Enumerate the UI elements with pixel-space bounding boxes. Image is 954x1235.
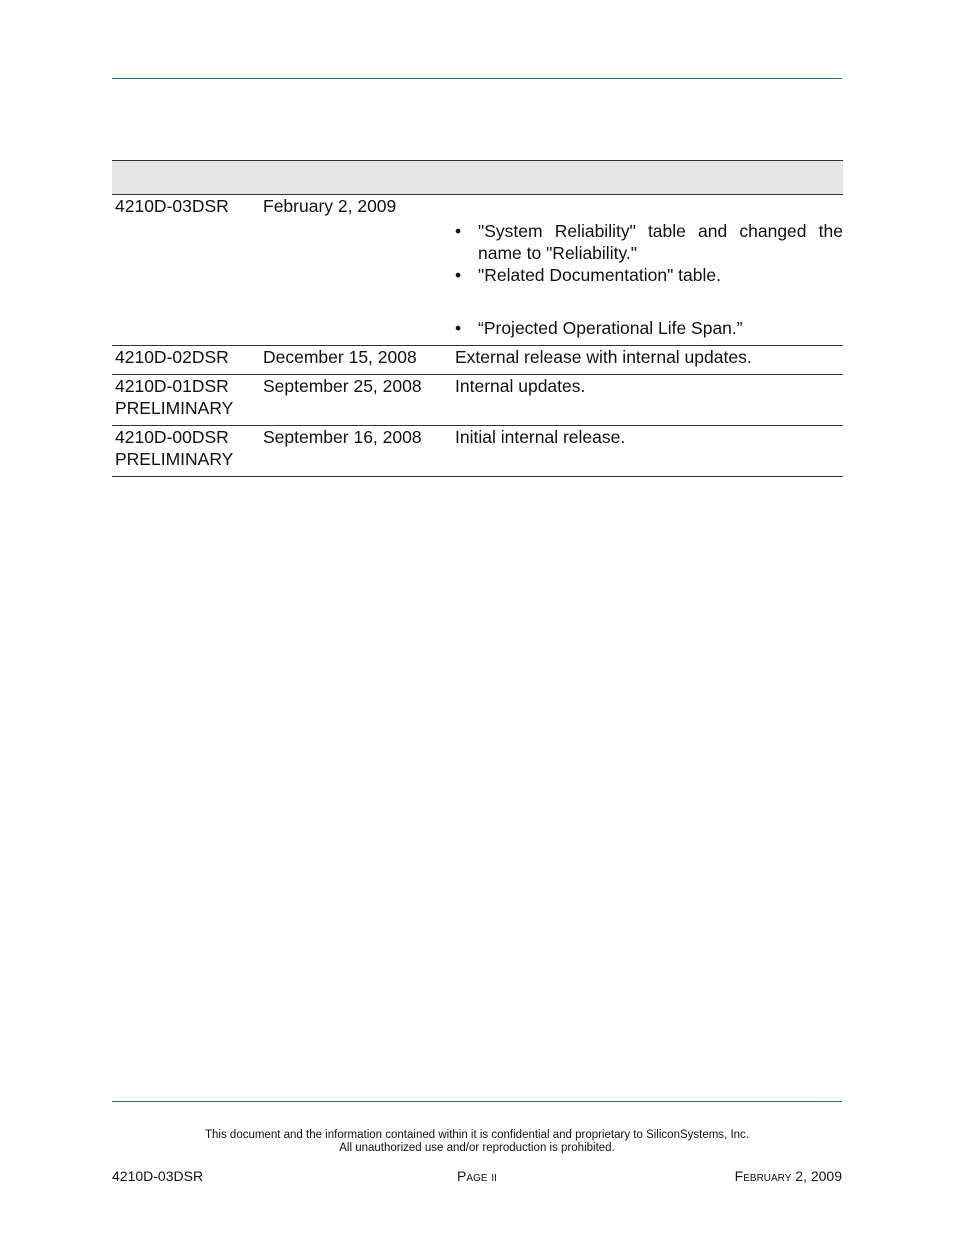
date-cell: February 2, 2009: [260, 195, 452, 346]
date-cell: September 25, 2008: [260, 375, 452, 426]
description-cell: Internal updates.: [452, 375, 843, 426]
table-row: [112, 426, 843, 477]
header-revision: [112, 161, 260, 195]
bullet-icon: •: [455, 221, 462, 241]
revision-status: PRELIMINARY: [115, 398, 234, 418]
description-cell: External release with internal updates.: [452, 346, 843, 375]
notice-line: All unauthorized use and/or reproduction is prohibited.: [339, 1142, 615, 1154]
description-text: [455, 195, 843, 217]
revision-status: PRELIMINARY: [115, 449, 234, 469]
description-cell: [452, 195, 843, 346]
table-row: [112, 375, 843, 426]
revision-history-table: [112, 160, 843, 477]
revision-id: 4210D-00DSR: [115, 427, 229, 447]
list-item-text: "System Reliability" table and changed the name to "Reliability.": [478, 221, 843, 263]
list-item: [455, 264, 843, 286]
table-row: [112, 346, 843, 375]
footer-rule: [112, 1101, 842, 1102]
list-item: [455, 220, 843, 264]
footer-page-number: Page ii: [457, 1168, 497, 1184]
revision-cell: [112, 346, 260, 375]
table-row: [112, 195, 843, 346]
header-date: [260, 161, 452, 195]
bullet-icon: •: [455, 265, 462, 285]
list-item-text: "Related Documentation" table.: [478, 265, 721, 285]
date-cell: December 15, 2008: [260, 346, 452, 375]
list-item-text: “Projected Operational Life Span.”: [478, 318, 743, 338]
revision-id: 4210D-02DSR: [115, 347, 229, 367]
revision-id: 4210D-03DSR: [115, 196, 229, 216]
footer-date: February 2, 2009: [734, 1168, 842, 1184]
list-item: [455, 317, 843, 339]
description-cell: Initial internal release.: [452, 426, 843, 477]
list-spacer: [455, 286, 843, 317]
bullet-icon: •: [455, 318, 462, 338]
change-list: [455, 220, 843, 339]
header-rule: [112, 78, 842, 79]
revision-cell: [112, 195, 260, 346]
revision-cell: [112, 375, 260, 426]
footer-doc-id: 4210D-03DSR: [112, 1168, 204, 1184]
revision-id: 4210D-01DSR: [115, 376, 229, 396]
notice-line: This document and the information contained within it is confidential and proprietary to SiliconSystems, Inc.: [205, 1129, 749, 1141]
confidentiality-notice: [112, 1129, 842, 1155]
page-footer: [112, 1167, 842, 1185]
date-cell: September 16, 2008: [260, 426, 452, 477]
table-header-row: [112, 161, 843, 195]
header-description: [452, 161, 843, 195]
revision-cell: [112, 426, 260, 477]
